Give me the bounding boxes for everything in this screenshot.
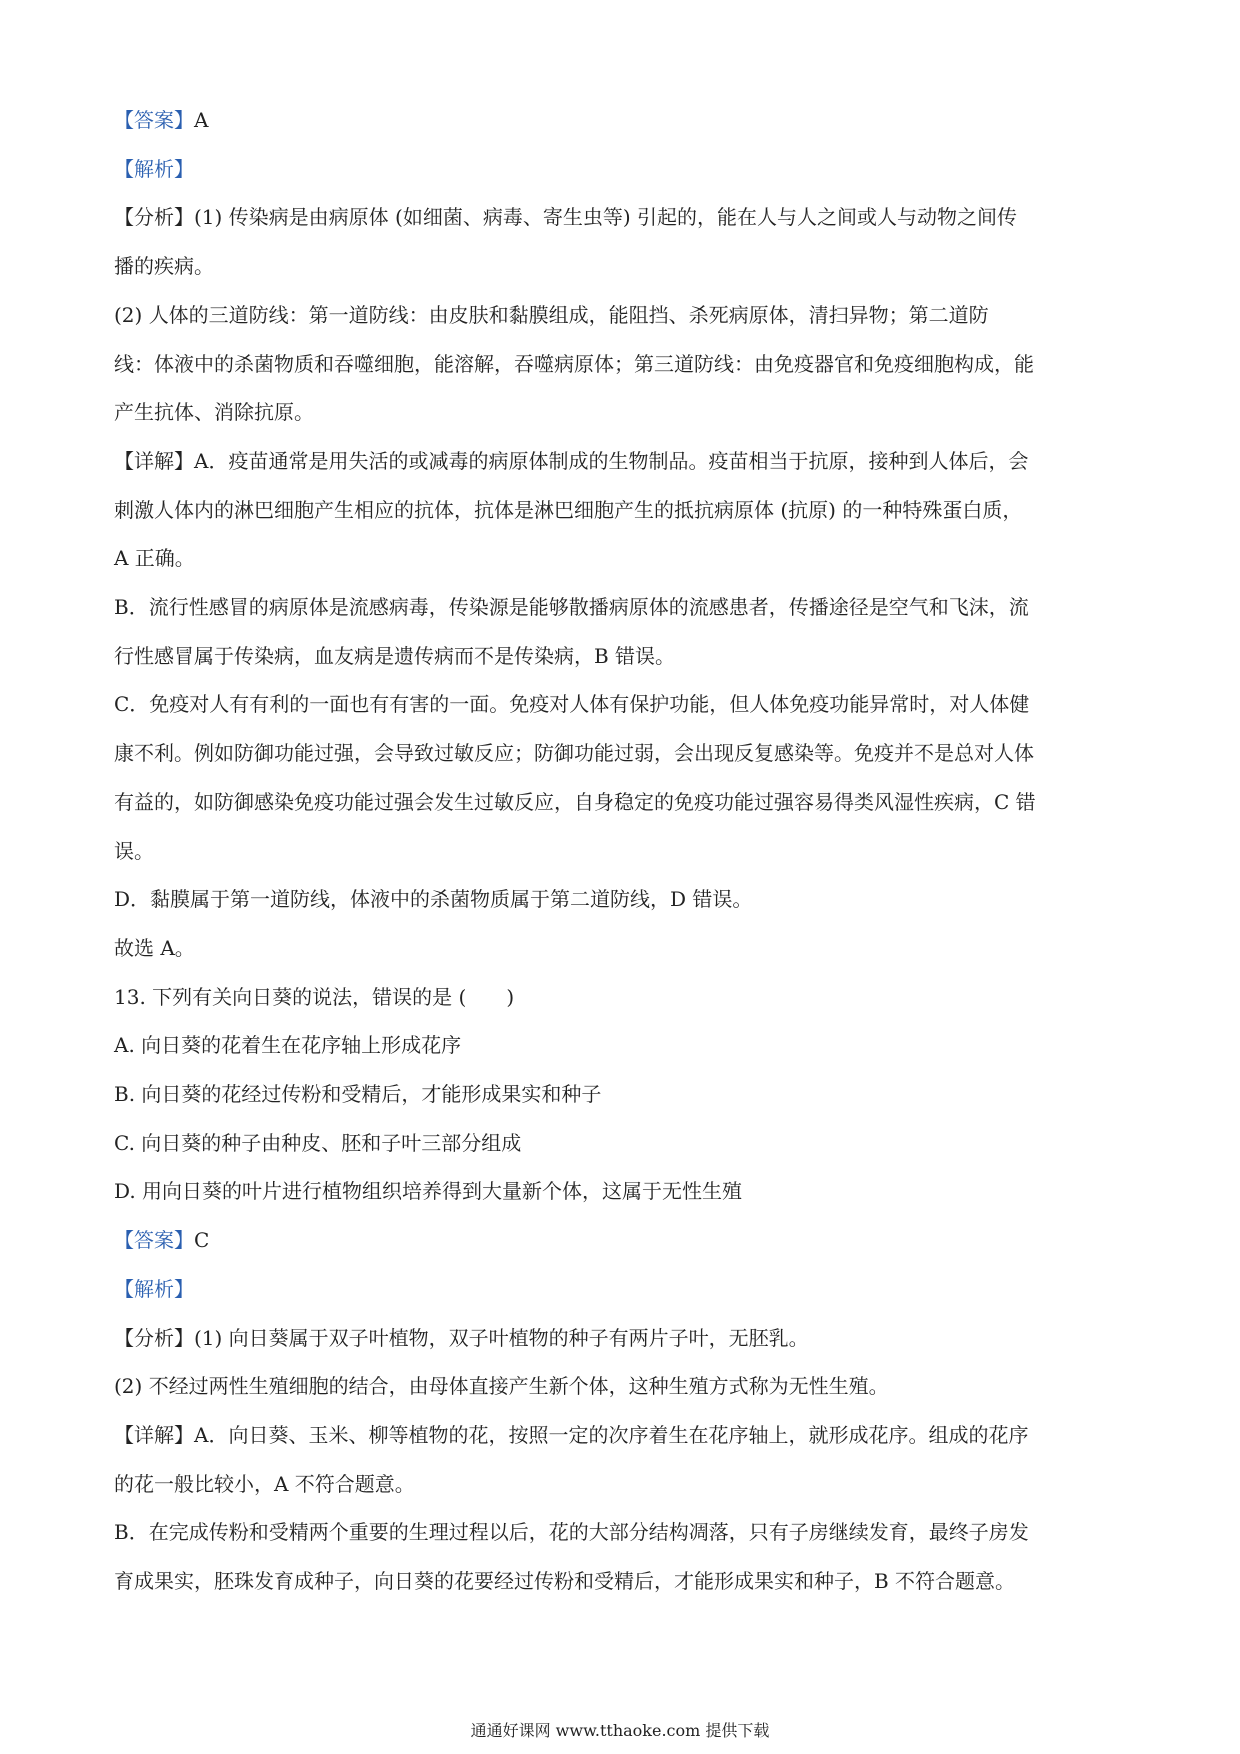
q13-analysis-tag: 【解析】 [114, 1276, 194, 1301]
q12-line: 误。 [114, 838, 154, 863]
q13-option-b: B. 向日葵的花经过传粉和受精后，才能形成果实和种子 [114, 1082, 602, 1107]
q12-line: (2) 人体的三道防线：第一道防线：由皮肤和黏膜组成，能阻挡、杀死病原体，清扫异物；第二道防 [114, 302, 989, 327]
answer-value: A [194, 108, 209, 132]
document-content [114, 96, 1124, 1606]
q12-line: C．免疫对人有有利的一面也有有害的一面。免疫对人体有保护功能，但人体免疫功能异常时，对人体健 [114, 692, 1030, 717]
q12-line: 播的疾病。 [114, 254, 214, 279]
q12-line: A 正确。 [114, 546, 195, 571]
q13-option-a: A. 向日葵的花着生在花序轴上形成花序 [114, 1033, 462, 1058]
q12-line: D．黏膜属于第一道防线，体液中的杀菌物质属于第二道防线，D 错误。 [114, 887, 753, 912]
answer-value: C [194, 1228, 210, 1253]
q12-line: 行性感冒属于传染病，血友病是遗传病而不是传染病，B 错误。 [114, 643, 676, 668]
q12-line: 刺激人体内的淋巴细胞产生相应的抗体，抗体是淋巴细胞产生的抵抗病原体 (抗原) 的一种特殊蛋白质， [114, 497, 1023, 522]
q12-line: 【详解】A．疫苗通常是用失活的或减毒的病原体制成的生物制品。疫苗相当于抗原，接种到人体后，会 [114, 448, 1029, 473]
q12-line: B．流行性感冒的病原体是流感病毒，传染源是能够散播病原体的流感患者，传播途径是空气和飞沫，流 [114, 595, 1029, 620]
answer-tag: 【答案】 [114, 1228, 194, 1253]
q12-line: 故选 A。 [114, 935, 195, 960]
q12-line: 【分析】(1) 传染病是由病原体 (如细菌、病毒、寄生虫等) 引起的，能在人与人之间或人与动物之间传 [114, 205, 1018, 230]
q12-analysis-tag: 【解析】 [114, 156, 194, 181]
q12-answer-line [114, 96, 1124, 145]
q12-line: 产生抗体、消除抗原。 [114, 400, 314, 425]
q13-line: 育成果实，胚珠发育成种子，向日葵的花要经过传粉和受精后，才能形成果实和种子，B 不符合题意。 [114, 1569, 1016, 1594]
q13-answer-line [114, 1216, 1124, 1265]
q13-option-d: D. 用向日葵的叶片进行植物组织培养得到大量新个体，这属于无性生殖 [114, 1179, 743, 1204]
q13-line: 【详解】A．向日葵、玉米、柳等植物的花，按照一定的次序着生在花序轴上，就形成花序。组成的花序 [114, 1422, 1029, 1447]
q13-option-c: C. 向日葵的种子由种皮、胚和子叶三部分组成 [114, 1130, 522, 1155]
q13-question: 13. 下列有关向日葵的说法，错误的是 ( ) [114, 984, 515, 1009]
q13-line: B．在完成传粉和受精两个重要的生理过程以后，花的大部分结构凋落，只有子房继续发育，最终子房发 [114, 1520, 1029, 1545]
answer-tag: 【答案】 [114, 108, 194, 132]
q13-line: 的花一般比较小，A 不符合题意。 [114, 1471, 415, 1496]
page-footer: 通通好课网 www.tthaoke.com 提供下载 [470, 1721, 770, 1740]
q13-line: (2) 不经过两性生殖细胞的结合，由母体直接产生新个体，这种生殖方式称为无性生殖。 [114, 1374, 889, 1399]
q13-line: 【分析】(1) 向日葵属于双子叶植物，双子叶植物的种子有两片子叶，无胚乳。 [114, 1325, 809, 1350]
q12-line: 康不利。例如防御功能过强，会导致过敏反应；防御功能过弱，会出现反复感染等。免疫并不是总对人体 [114, 741, 1034, 766]
q12-line: 有益的，如防御感染免疫功能过强会发生过敏反应，自身稳定的免疫功能过强容易得类风湿性疾病，C 错 [114, 789, 1036, 814]
q12-line: 线：体液中的杀菌物质和吞噬细胞，能溶解，吞噬病原体；第三道防线：由免疫器官和免疫细胞构成，能 [114, 351, 1034, 376]
